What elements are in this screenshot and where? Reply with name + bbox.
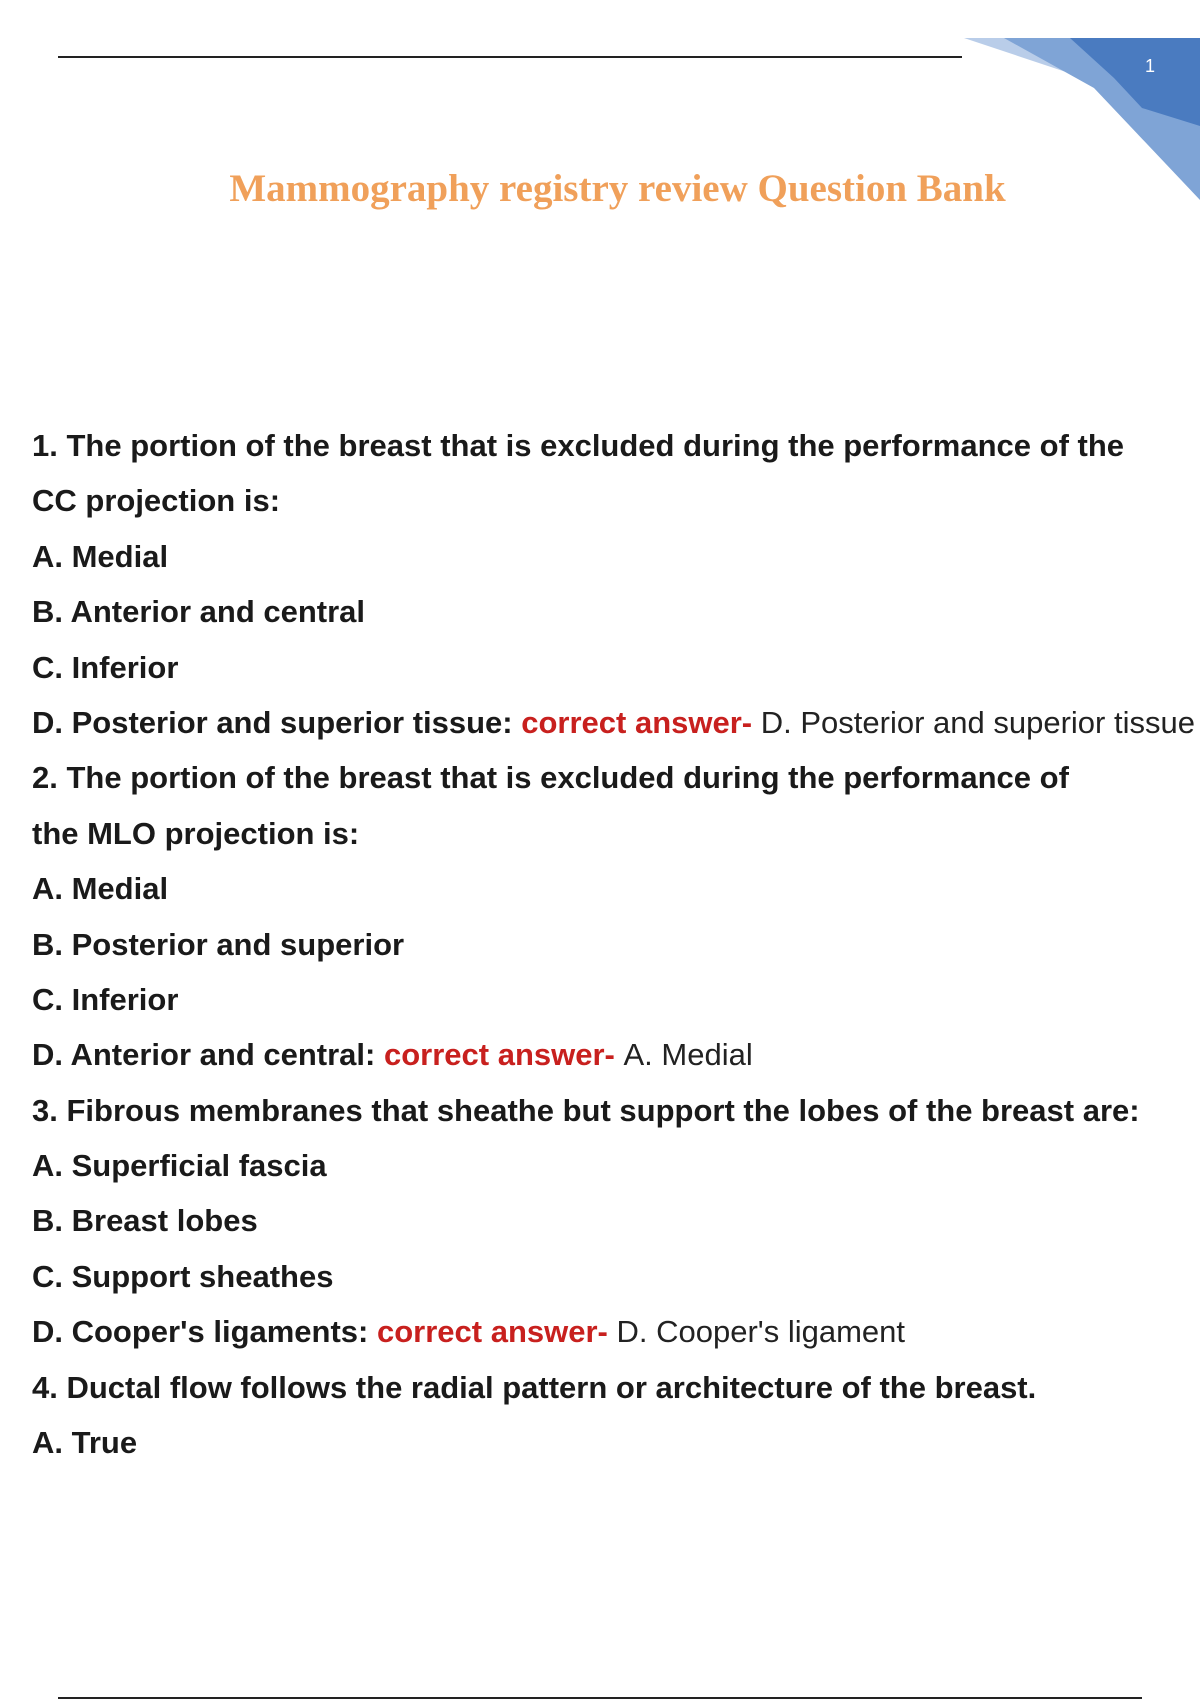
question-1-option-d: D. Posterior and superior tissue:	[32, 704, 513, 740]
question-1-answer: D. Posterior and superior tissue	[760, 704, 1195, 740]
question-1-option-a: A. Medial	[32, 538, 169, 574]
question-2-line-1: 2. The portion of the breast that is excluded during the performance of	[32, 760, 1069, 796]
question-3-option-c: C. Support sheathes	[32, 1258, 334, 1294]
question-2-answer-marker: correct answer-	[383, 1037, 615, 1073]
question-1-answer-marker: correct answer-	[521, 704, 753, 740]
question-2-line-2: the MLO projection is:	[32, 815, 360, 851]
question-3-answer: D. Cooper's ligament	[616, 1314, 906, 1350]
question-4-option-a: A. True	[32, 1425, 138, 1461]
question-2-option-b: B. Posterior and superior	[32, 926, 405, 962]
question-1-option-c: C. Inferior	[32, 649, 179, 685]
question-3-option-d-row	[32, 1304, 1200, 1359]
question-2-option-d-row	[32, 1027, 1200, 1082]
question-1-option-d-row	[32, 695, 1200, 750]
page-number: 1	[1144, 56, 1155, 76]
header-rule	[58, 56, 962, 58]
question-3-option-d: D. Cooper's ligaments:	[32, 1314, 369, 1350]
question-3-answer-marker: correct answer-	[377, 1314, 608, 1350]
question-2-answer: A. Medial	[623, 1037, 753, 1073]
question-1-line-2: CC projection is:	[32, 483, 281, 519]
question-3-option-b: B. Breast lobes	[32, 1203, 258, 1239]
document-title: Mammography registry review Question Bank	[229, 167, 1006, 210]
question-2-option-d: D. Anterior and central:	[32, 1037, 376, 1073]
footer-rule	[58, 1697, 1142, 1699]
question-2-option-a: A. Medial	[32, 871, 169, 907]
question-1-line-1: 1. The portion of the breast that is excluded during the performance of the	[32, 428, 1125, 463]
question-3-line-1: 3. Fibrous membranes that sheathe but support the lobes of the breast are:	[32, 1092, 1140, 1128]
question-3-option-a: A. Superficial fascia	[32, 1148, 327, 1184]
question-1-option-b: B. Anterior and central	[32, 594, 366, 630]
question-list	[32, 418, 1200, 1470]
question-2-option-c: C. Inferior	[32, 981, 179, 1017]
question-4-line-1: 4. Ductal flow follows the radial pattern or architecture of the breast.	[32, 1369, 1037, 1405]
